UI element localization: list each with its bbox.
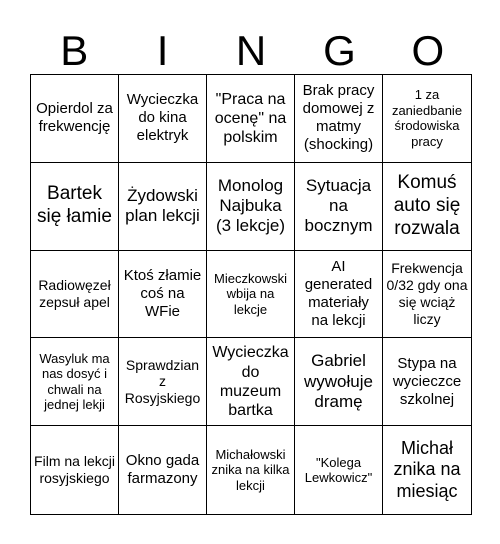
cell-text: Michałowski znika na kilka lekcji — [211, 446, 290, 493]
bingo-cell[interactable] — [119, 338, 207, 426]
bingo-cell[interactable] — [31, 426, 119, 514]
header-letter-b: B — [60, 27, 89, 74]
bingo-cell[interactable] — [119, 251, 207, 339]
cell-text: "Kolega Lewkowicz" — [304, 454, 373, 486]
cell-text: Sprawdzian z Rosyjskiego — [124, 356, 201, 407]
bingo-cell[interactable] — [383, 338, 471, 426]
bingo-cell[interactable] — [295, 251, 383, 339]
cell-text: Opierdol za frekwencję — [36, 100, 113, 136]
bingo-cell[interactable] — [295, 338, 383, 426]
bingo-header — [30, 26, 472, 76]
header-letter-i: I — [156, 27, 169, 74]
cell-text: Wycieczka do muzeum bartka — [212, 344, 289, 419]
bingo-cell[interactable] — [119, 163, 207, 251]
cell-text: Monolog Najbuka (3 lekcje) — [216, 175, 285, 236]
cell-text: Komuś auto się rozwala — [393, 172, 461, 239]
cell-text: Brak pracy domowej z matmy (shocking) — [302, 82, 375, 154]
cell-text: Mieczkowski wbija na lekcje — [214, 270, 287, 317]
bingo-cell[interactable] — [295, 163, 383, 251]
bingo-cell[interactable] — [383, 426, 471, 514]
bingo-cell[interactable] — [207, 251, 295, 339]
cell-text: Radiowęzeł zepsuł apel — [38, 277, 111, 310]
cell-text: Michał znika na miesiąc — [393, 437, 461, 501]
cell-text: "Praca na ocenę" na polskim — [214, 90, 287, 146]
bingo-grid — [30, 74, 472, 515]
bingo-cell[interactable] — [119, 426, 207, 514]
bingo-cell[interactable] — [207, 338, 295, 426]
bingo-cell[interactable] — [31, 163, 119, 251]
cell-text: Sytuacja na bocznym — [304, 175, 373, 236]
header-letter-g: G — [323, 27, 356, 74]
bingo-cell[interactable] — [119, 75, 207, 163]
bingo-cell[interactable] — [31, 75, 119, 163]
bingo-cell[interactable] — [383, 163, 471, 251]
bingo-cell[interactable] — [207, 163, 295, 251]
header-letter-n: N — [235, 27, 267, 74]
cell-text: Wasyluk ma nas dosyć i chwali na jednej lekji — [39, 350, 110, 413]
bingo-cell[interactable] — [295, 75, 383, 163]
bingo-cell[interactable] — [207, 426, 295, 514]
bingo-cell[interactable] — [295, 426, 383, 514]
header-letter-o: O — [411, 27, 445, 74]
bingo-cell[interactable] — [31, 251, 119, 339]
cell-text: Okno gada farmazony — [125, 452, 200, 488]
cell-text: AI generated materiały na lekcji — [304, 257, 373, 329]
cell-text: Stypa na wycieczce szkolnej — [392, 354, 462, 408]
bingo-cell[interactable] — [207, 75, 295, 163]
cell-text: Żydowski plan lekcji — [125, 185, 200, 226]
cell-text: Bartek się łamie — [37, 183, 112, 228]
bingo-cell[interactable] — [383, 251, 471, 339]
cell-text: 1 za zaniedbanie środowiska pracy — [391, 87, 463, 149]
cell-text: Film na lekcji rosyjskiego — [34, 453, 115, 487]
bingo-cell[interactable] — [383, 75, 471, 163]
cell-text: Ktoś złamie coś na WFie — [123, 266, 202, 320]
cell-text: Wycieczka do kina elektryk — [126, 91, 199, 145]
cell-text: Gabriel wywołuje dramę — [304, 351, 373, 411]
cell-text: Frekwencja 0/32 gdy ona się wciąż liczy — [386, 260, 468, 327]
bingo-cell[interactable] — [31, 338, 119, 426]
